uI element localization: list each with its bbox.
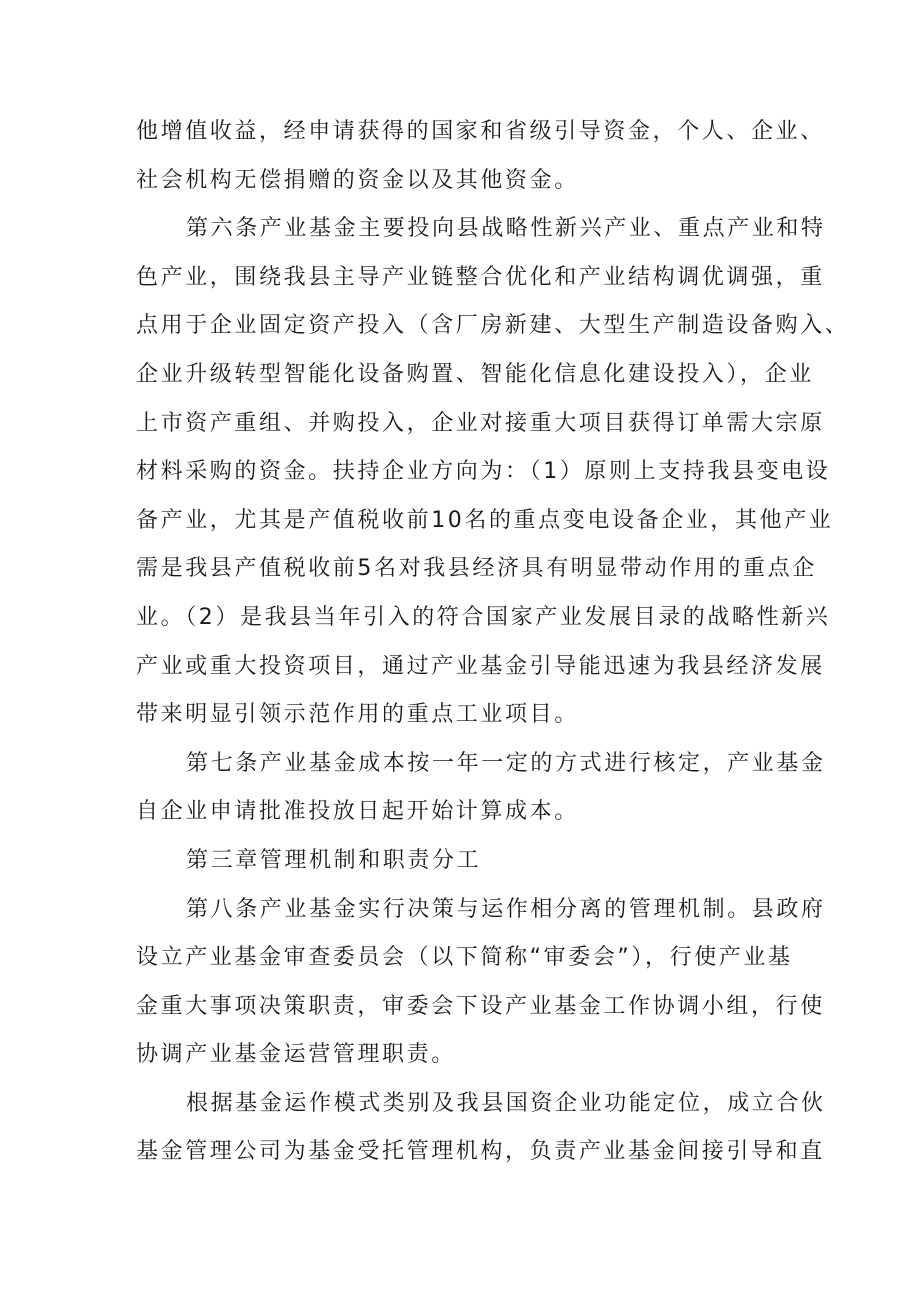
text-line: 业。（2）是我县当年引入的符合国家产业发展目录的战略性新兴 (136, 604, 831, 630)
text-line: 自企业申请批准投放日起开始计算成本。 (136, 799, 579, 825)
chapter-heading: 第三章管理机制和职责分工 (186, 847, 482, 873)
text-line: 点用于企业固定资产投入（含厂房新建、大型生产制造设备购入、 (136, 313, 850, 339)
text-line: 需是我县产值税收前5名对我县经济具有明显带动作用的重点企 (136, 556, 817, 582)
text-line: 协调产业基金运营管理职责。 (136, 1042, 456, 1068)
text-line: 第六条产业基金主要投向县战略性新兴产业、重点产业和特 (186, 216, 826, 242)
text-line: 社会机构无偿捐赠的资金以及其他资金。 (136, 167, 579, 193)
text-line: 产业或重大投资项目，通过产业基金引导能迅速为我县经济发展 (136, 653, 825, 679)
text-line: 企业升级转型智能化设备购置、智能化信息化建设投入），企业 (136, 361, 814, 387)
text-line: 设立产业基金审查委员会（以下简称“审委会”），行使产业基 (136, 945, 793, 971)
text-line: 材料采购的资金。扶持企业方向为：（1）原则上支持我县变电设 (136, 459, 831, 485)
text-line: 备产业，尤其是产值税收前10名的重点变电设备企业，其他产业 (136, 507, 834, 533)
text-line: 上市资产重组、并购投入，企业对接重大项目获得订单需大宗原 (136, 410, 825, 436)
text-line: 基金管理公司为基金受托管理机构，负责产业基金间接引导和直 (136, 1139, 825, 1165)
text-line: 金重大事项决策职责，审委会下设产业基金工作协调小组，行使 (136, 993, 825, 1019)
text-line: 色产业，围绕我县主导产业链整合优化和产业结构调优调强，重 (136, 264, 825, 290)
text-line: 第七条产业基金成本按一年一定的方式进行核定，产业基金 (186, 750, 826, 776)
text-line: 根据基金运作模式类别及我县国资企业功能定位，成立合伙 (186, 1090, 826, 1116)
text-line: 带来明显引领示范作用的重点工业项目。 (136, 702, 579, 728)
document-body (136, 108, 850, 1177)
text-line: 他增值收益，经申请获得的国家和省级引导资金，个人、企业、 (136, 119, 825, 144)
text-line: 第八条产业基金实行决策与运作相分离的管理机制。县政府 (186, 896, 826, 922)
